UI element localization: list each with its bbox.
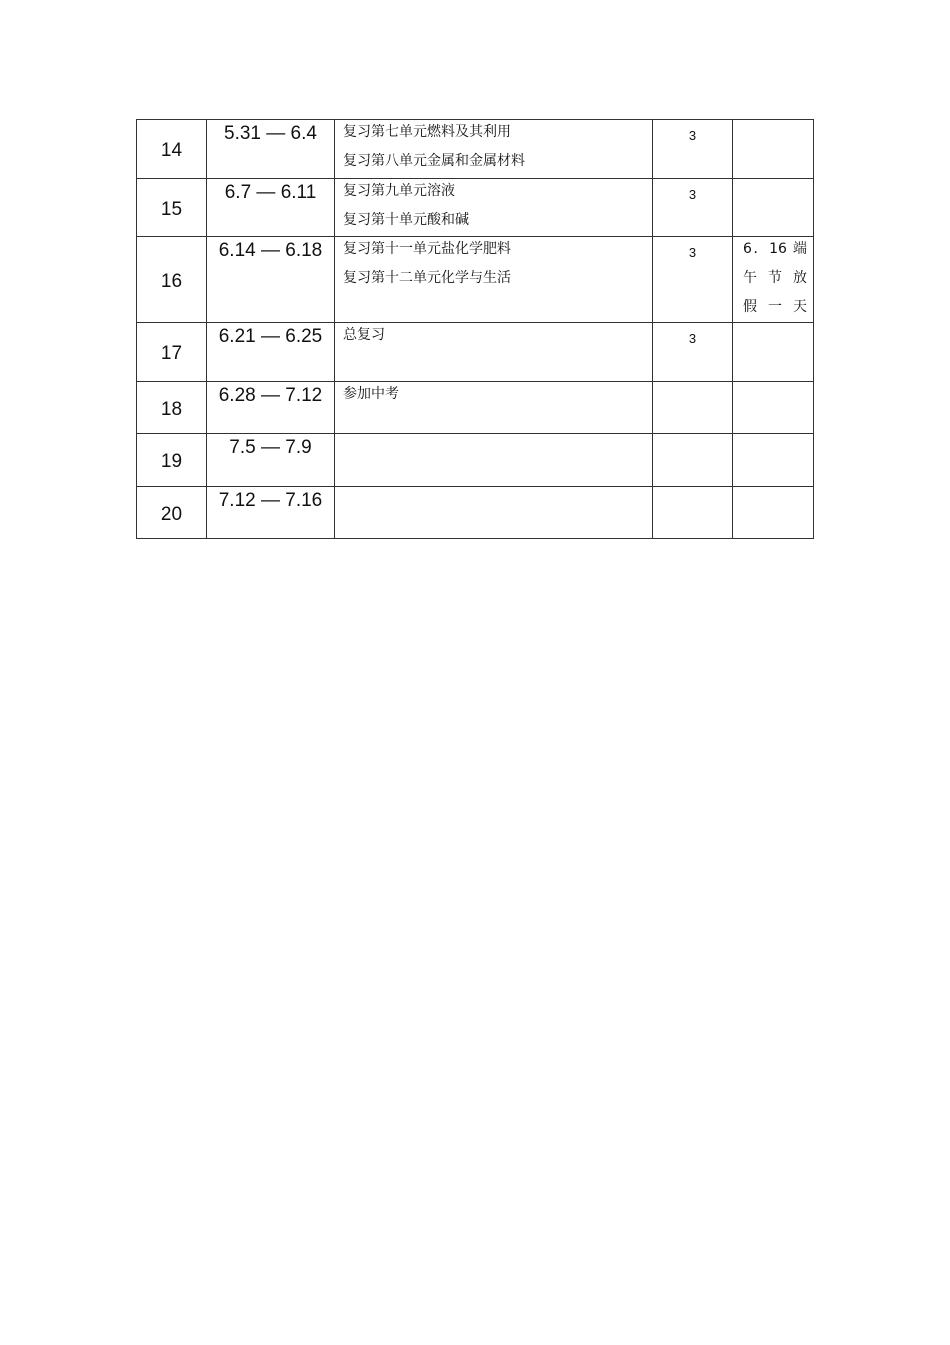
content-line: 复习第八单元金属和金属材料 — [343, 153, 525, 169]
week-number: 17 — [137, 323, 207, 382]
remark — [733, 237, 814, 323]
remark — [733, 487, 814, 539]
class-hours — [653, 487, 733, 539]
remark — [733, 120, 814, 179]
class-hours — [653, 382, 733, 434]
table-row — [137, 179, 814, 237]
class-hours: 3 — [653, 237, 733, 323]
content-line: 复习第十二单元化学与生活 — [343, 270, 511, 286]
week-number: 20 — [137, 487, 207, 539]
table-row — [137, 323, 814, 382]
date-range: 7.5 — 7.9 — [207, 434, 335, 487]
remark — [733, 179, 814, 237]
table-row — [137, 487, 814, 539]
remark-line: 6．16 端 — [743, 241, 807, 257]
table-row — [137, 434, 814, 487]
content-line: 复习第七单元燃料及其利用 — [343, 124, 511, 140]
content-line: 参加中考 — [343, 386, 399, 402]
week-number: 14 — [137, 120, 207, 179]
lesson-content — [335, 382, 653, 434]
date-range: 6.14 — 6.18 — [207, 237, 335, 323]
class-hours: 3 — [653, 120, 733, 179]
table-row — [137, 382, 814, 434]
date-range: 6.7 — 6.11 — [207, 179, 335, 237]
date-range: 7.12 — 7.16 — [207, 487, 335, 539]
lesson-content — [335, 179, 653, 237]
lesson-content — [335, 237, 653, 323]
schedule-table — [136, 119, 814, 539]
lesson-content — [335, 120, 653, 179]
content-line: 复习第十单元酸和碱 — [343, 212, 469, 228]
remark-line: 假一天 — [743, 299, 807, 315]
remark — [733, 323, 814, 382]
week-number: 19 — [137, 434, 207, 487]
remark — [733, 434, 814, 487]
lesson-content — [335, 434, 653, 487]
content-line: 复习第九单元溶液 — [343, 183, 455, 199]
remark — [733, 382, 814, 434]
date-range: 6.21 — 6.25 — [207, 323, 335, 382]
lesson-content — [335, 323, 653, 382]
remark-line: 午 节 放 — [743, 270, 807, 286]
lesson-content — [335, 487, 653, 539]
date-range: 5.31 — 6.4 — [207, 120, 335, 179]
week-number: 15 — [137, 179, 207, 237]
date-range: 6.28 — 7.12 — [207, 382, 335, 434]
week-number: 16 — [137, 237, 207, 323]
class-hours — [653, 434, 733, 487]
class-hours: 3 — [653, 179, 733, 237]
table-row — [137, 237, 814, 323]
class-hours: 3 — [653, 323, 733, 382]
table-row — [137, 120, 814, 179]
week-number: 18 — [137, 382, 207, 434]
content-line: 总复习 — [343, 327, 385, 343]
content-line: 复习第十一单元盐化学肥料 — [343, 241, 511, 257]
